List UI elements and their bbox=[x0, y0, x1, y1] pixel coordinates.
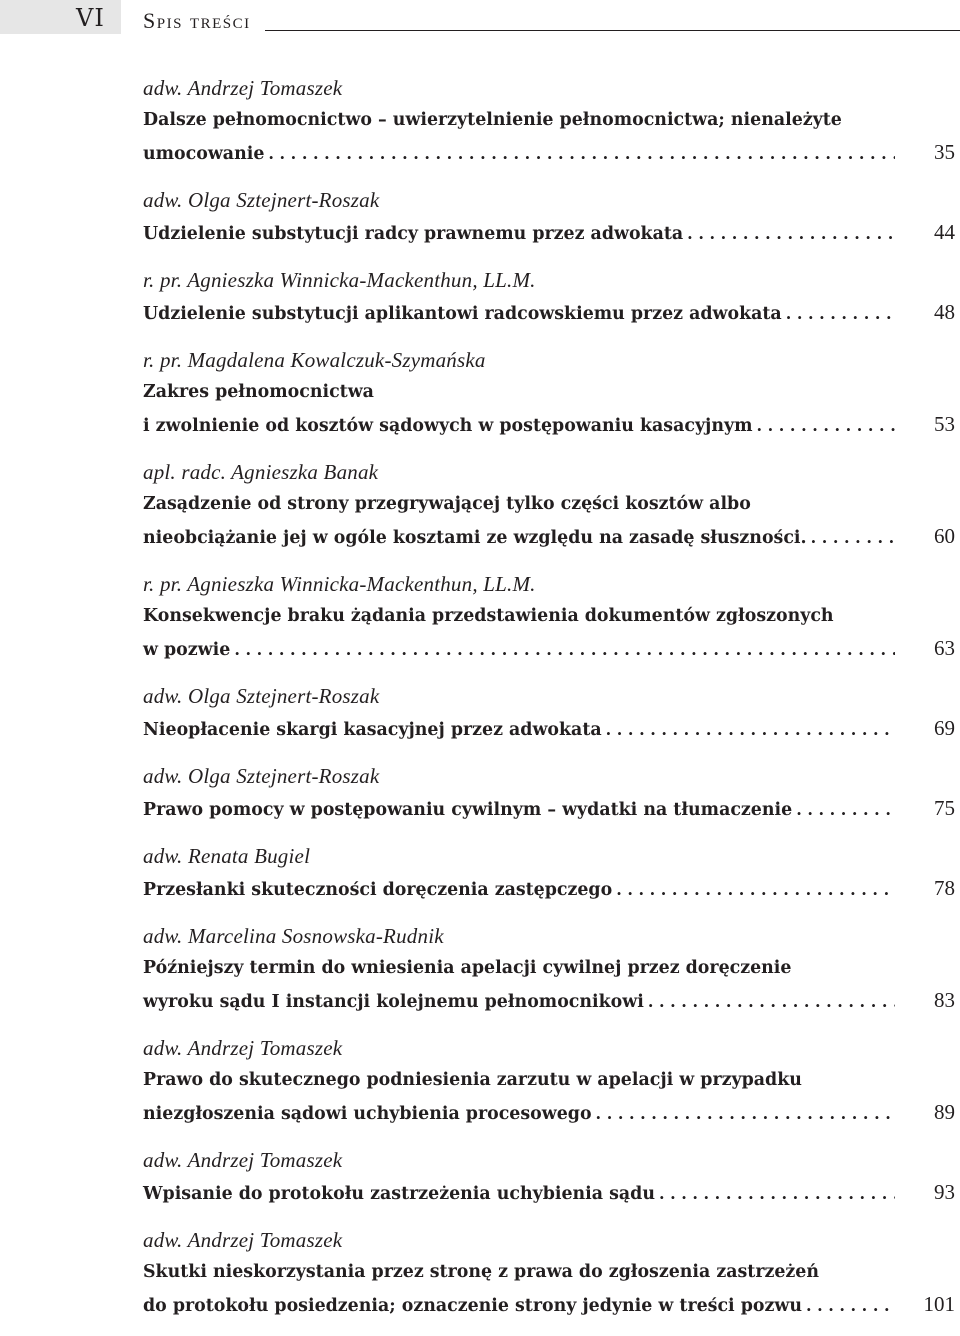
entry-title-final-line[interactable] bbox=[143, 872, 955, 906]
entry-title-line: Skutki nieskorzystania przez stronę z prawa do zgłoszenia zastrzeżeń bbox=[143, 1262, 820, 1282]
dot-leader bbox=[757, 416, 896, 435]
page-number-box bbox=[0, 0, 121, 34]
entry-page-number: 44 bbox=[934, 220, 955, 244]
entry-author: adw. Olga Sztejnert-Roszak bbox=[143, 684, 380, 708]
entry-page-number: 101 bbox=[923, 1292, 955, 1316]
entry-page-number: 89 bbox=[934, 1100, 955, 1124]
page-number: VI bbox=[76, 4, 105, 32]
entry-author: r. pr. Agnieszka Winnicka-Mackenthun, LL.M. bbox=[143, 572, 536, 596]
entry-title-text: do protokołu posiedzenia; oznaczenie strony jedynie w treści pozwu bbox=[143, 1296, 802, 1316]
toc-entry bbox=[143, 680, 955, 746]
toc-entry bbox=[143, 72, 955, 170]
entry-title-line: Konsekwencje braku żądania przedstawienia dokumentów zgłoszonych bbox=[143, 606, 834, 626]
entry-title-text: i zwolnienie od kosztów sądowych w postępowaniu kasacyjnym bbox=[143, 416, 753, 436]
entry-author: adw. Olga Sztejnert-Roszak bbox=[143, 764, 380, 788]
dot-leader bbox=[806, 1296, 895, 1315]
toc-entry bbox=[143, 568, 955, 666]
toc-entry bbox=[143, 1032, 955, 1130]
entry-title-line: Prawo do skutecznego podniesienia zarzutu w apelacji w przypadku bbox=[143, 1070, 802, 1090]
entry-title-final-line[interactable] bbox=[143, 216, 955, 250]
dot-leader bbox=[648, 992, 895, 1011]
entry-title-line: Późniejszy termin do wniesienia apelacji cywilnej przez doręczenie bbox=[143, 958, 792, 978]
entry-author: adw. Olga Sztejnert-Roszak bbox=[143, 188, 380, 212]
entry-title-final-line[interactable] bbox=[143, 632, 955, 666]
entry-author: adw. Renata Bugiel bbox=[143, 844, 311, 868]
toc-entry bbox=[143, 456, 955, 554]
toc-entry bbox=[143, 264, 955, 330]
entry-author: adw. Andrzej Tomaszek bbox=[143, 1228, 343, 1252]
entry-author: r. pr. Magdalena Kowalczuk-Szymańska bbox=[143, 348, 486, 372]
entry-title-text: umocowanie bbox=[143, 144, 265, 164]
entry-page-number: 53 bbox=[934, 412, 955, 436]
dot-leader bbox=[659, 1184, 895, 1203]
toc-entry bbox=[143, 344, 955, 442]
entry-page-number: 93 bbox=[934, 1180, 955, 1204]
entry-title-final-line[interactable] bbox=[143, 792, 955, 826]
entry-title-final-line[interactable] bbox=[143, 296, 955, 330]
entry-page-number: 60 bbox=[934, 524, 955, 548]
entry-author: adw. Andrzej Tomaszek bbox=[143, 1036, 343, 1060]
entry-title-line: Zakres pełnomocnictwa bbox=[143, 382, 374, 402]
running-title: Spis treści bbox=[143, 8, 251, 33]
entry-author: adw. Marcelina Sosnowska-Rudnik bbox=[143, 924, 444, 948]
entry-title-text: Udzielenie substytucji aplikantowi radcowskiemu przez adwokata bbox=[143, 304, 782, 324]
entry-page-number: 83 bbox=[934, 988, 955, 1012]
entry-author: apl. radc. Agnieszka Banak bbox=[143, 460, 379, 484]
entry-page-number: 75 bbox=[934, 796, 955, 820]
entry-title-final-line[interactable] bbox=[143, 408, 955, 442]
entry-title-line: Zasądzenie od strony przegrywającej tylko części kosztów albo bbox=[143, 494, 751, 514]
entry-page-number: 69 bbox=[934, 716, 955, 740]
dot-leader bbox=[606, 720, 895, 739]
entry-title-line: Dalsze pełnomocnictwo – uwierzytelnienie pełnomocnictwa; nienależyte bbox=[143, 110, 842, 130]
table-of-contents bbox=[143, 72, 955, 1336]
dot-leader bbox=[596, 1104, 895, 1123]
entry-title-text: Przesłanki skuteczności doręczenia zastępczego bbox=[143, 880, 613, 900]
entry-title-final-line[interactable] bbox=[143, 136, 955, 170]
toc-entry bbox=[143, 920, 955, 1018]
entry-title-text: niezgłoszenia sądowi uchybienia procesowego bbox=[143, 1104, 592, 1124]
entry-title-text: Nieopłacenie skargi kasacyjnej przez adwokata bbox=[143, 720, 602, 740]
entry-title-text: Udzielenie substytucji radcy prawnemu przez adwokata bbox=[143, 224, 684, 244]
toc-entry bbox=[143, 760, 955, 826]
dot-leader bbox=[687, 224, 895, 243]
toc-entry bbox=[143, 1144, 955, 1210]
toc-entry bbox=[143, 184, 955, 250]
dot-leader bbox=[268, 144, 895, 163]
entry-page-number: 63 bbox=[934, 636, 955, 660]
entry-title-final-line[interactable] bbox=[143, 1176, 955, 1210]
entry-title-text: wyroku sądu I instancji kolejnemu pełnomocnikowi bbox=[143, 992, 644, 1012]
dot-leader bbox=[811, 528, 895, 547]
entry-title-final-line[interactable] bbox=[143, 1288, 955, 1322]
entry-title-final-line[interactable] bbox=[143, 1096, 955, 1130]
dot-leader bbox=[796, 800, 895, 819]
entry-title-final-line[interactable] bbox=[143, 520, 955, 554]
header-rule bbox=[265, 30, 960, 31]
entry-title-text: nieobciążanie jej w ogóle kosztami ze względu na zasadę słuszności. bbox=[143, 528, 807, 548]
entry-author: adw. Andrzej Tomaszek bbox=[143, 1148, 343, 1172]
entry-page-number: 35 bbox=[934, 140, 955, 164]
entry-title-final-line[interactable] bbox=[143, 712, 955, 746]
entry-page-number: 48 bbox=[934, 300, 955, 324]
entry-author: r. pr. Agnieszka Winnicka-Mackenthun, LL.M. bbox=[143, 268, 536, 292]
entry-author: adw. Andrzej Tomaszek bbox=[143, 76, 343, 100]
entry-title-text: Wpisanie do protokołu zastrzeżenia uchybienia sądu bbox=[143, 1184, 655, 1204]
toc-entry bbox=[143, 840, 955, 906]
dot-leader bbox=[616, 880, 895, 899]
dot-leader bbox=[786, 304, 895, 323]
dot-leader bbox=[234, 640, 895, 659]
entry-page-number: 78 bbox=[934, 876, 955, 900]
entry-title-text: w pozwie bbox=[143, 640, 231, 660]
toc-entry bbox=[143, 1224, 955, 1322]
entry-title-text: Prawo pomocy w postępowaniu cywilnym – wydatki na tłumaczenie bbox=[143, 800, 793, 820]
entry-title-final-line[interactable] bbox=[143, 984, 955, 1018]
